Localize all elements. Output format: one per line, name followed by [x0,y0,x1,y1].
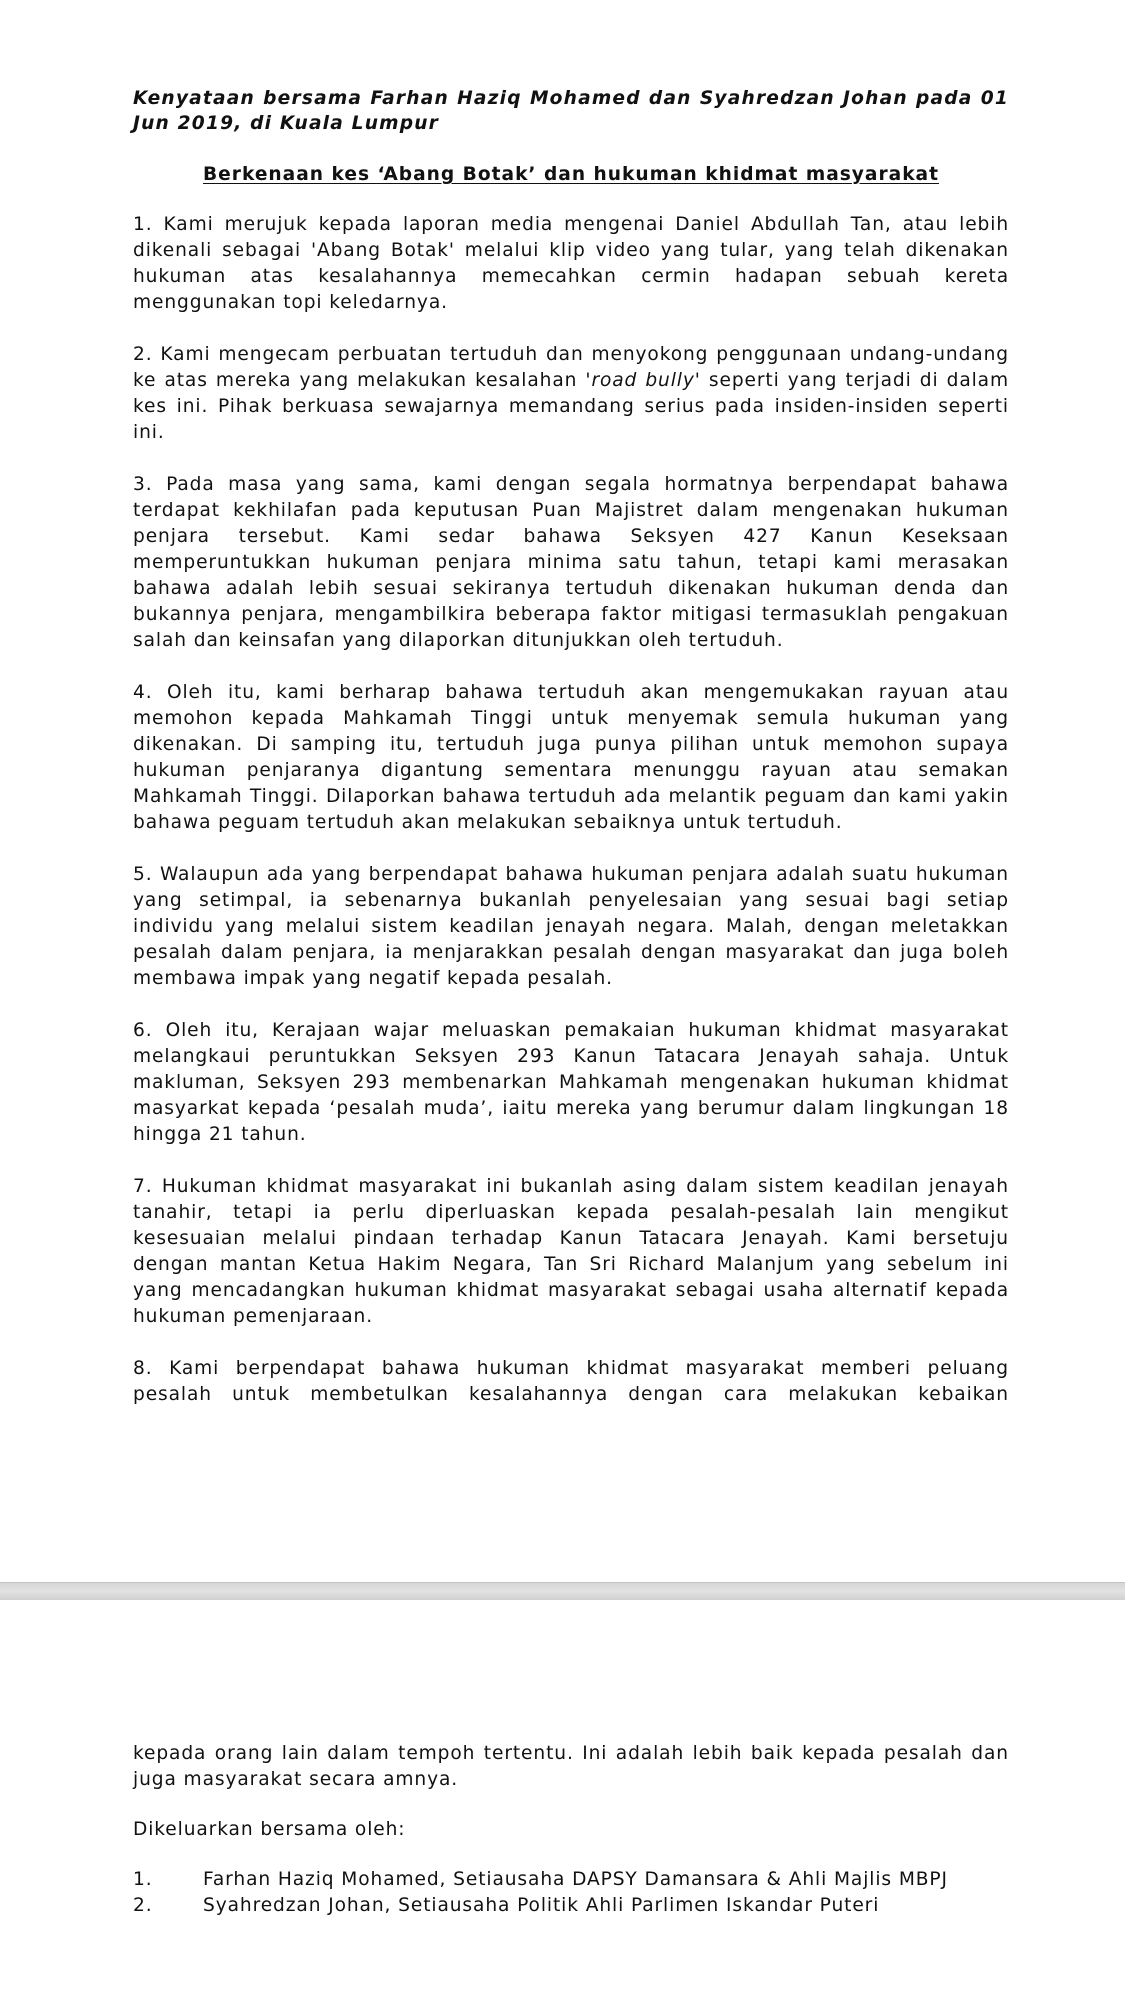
paragraph-6-text: 6. Oleh itu, Kerajaan wajar meluaskan pemakaian hukuman khidmat masyarakat melangkaui peruntukkan Seksyen 293 Kanun Tatacara Jenayah sahaja. Untuk makluman, Seksyen 293 membenarkan Mahkamah mengenakan hukuman khidmat masyarkat kepada ‘pesalah muda’, iaitu mereka yang berumur dalam lingkungan 18 hingga 21 tahun. [133,1020,1009,1145]
paragraph-1-text: 1. Kami merujuk kepada laporan media mengenai Daniel Abdullah Tan, atau lebih dikenali sebagai 'Abang Botak' melalui klip video yang tular, yang telah dikenakan hukuman atas kesalahannya memecahkan cermin hadapan sebuah kereta menggunakan topi keledarnya. [133,214,1009,313]
paragraph-4-text: 4. Oleh itu, kami berharap bahawa tertuduh akan mengemukakan rayuan atau memohon kepada Mahkamah Tinggi untuk menyemak semula hukuman yang dikenakan. Di samping itu, tertuduh juga punya pilihan untuk memohon supaya hukuman penjaranya digantung sementara menunggu rayuan atau semakan Mahkamah Tinggi. Dilaporkan bahawa tertuduh ada melantik peguam dan kami yakin bahawa peguam tertuduh akan melakukan sebaiknya untuk tertuduh. [133,682,1009,833]
paragraph-7 [133,1174,1009,1330]
page-2-content [133,1741,1009,1919]
issued-by-label: Dikeluarkan bersama oleh: [133,1819,406,1840]
signatory-name: Syahredzan Johan, Setiausaha Politik Ahli Parlimen Iskandar Puteri [203,1895,880,1916]
statement-heading: Kenyataan bersama Farhan Haziq Mohamed dan Syahredzan Johan pada 01 Jun 2019, di Kuala Lumpur [133,88,1009,134]
paragraph-8: 8. Kami berpendapat bahawa hukuman khidmat masyarakat memberi peluang pesalah untuk membetulkan kesalahannya dengan cara melakukan kebaikan [133,1358,1009,1405]
paragraph-7-text: 7. Hukuman khidmat masyarakat ini bukanlah asing dalam sistem keadilan jenayah tanahir, tetapi ia perlu diperluaskan kepada pesalah-pesalah lain mengikut kesesuaian melalui pindaan terhadap Kanun Tatacara Jenayah. Kami bersetuju dengan mantan Ketua Hakim Negara, Tan Sri Richard Malanjum yang sebelum ini yang mencadangkan hukuman khidmat masyarakat sebagai usaha alternatif kepada hukuman pemenjaraan. [133,1176,1009,1327]
paragraph-5 [133,862,1009,992]
paragraph-8-continued: kepada orang lain dalam tempoh tertentu. Ini adalah lebih baik kepada pesalah dan juga masyarakat secara amnya. [133,1743,1009,1790]
paragraph-5-text: 5. Walaupun ada yang berpendapat bahawa hukuman penjara adalah suatu hukuman yang setimpal, ia sebenarnya bukanlah penyelesaian yang sesuai bagi setiap individu yang melalui sistem keadilan jenayah negara. Malah, dengan meletakkan pesalah dalam penjara, ia menjarakkan pesalah dengan masyarakat dan juga boleh membawa impak yang negatif kepada pesalah. [133,864,1009,989]
paragraph-2-text-before: 2. Kami mengecam perbuatan tertuduh dan menyokong penggunaan undang-undang ke atas mereka yang melakukan kesalahan ' [133,344,1009,391]
paragraph-2-text-after: ' seperti yang terjadi di dalam kes ini. Pihak berkuasa sewajarnya memandang serius pada insiden-insiden seperti ini. [133,370,1009,443]
subject-line [133,162,1009,188]
signatory-item [133,1867,1009,1893]
paragraph-3-text: 3. Pada masa yang sama, kami dengan segala hormatnya berpendapat bahawa terdapat kekhilafan pada keputusan Puan Majistret dalam mengenakan hukuman penjara tersebut. Kami sedar bahawa Seksyen 427 Kanun Keseksaan memperuntukkan hukuman penjara minima satu tahun, tetapi kami merasakan bahawa adalah lebih sesuai sekiranya tertuduh dikenakan hukuman denda dan bukannya penjara, mengambilkira beberapa faktor mitigasi termasuklah pengakuan salah dan keinsafan yang dilaporkan ditunjukkan oleh tertuduh. [133,474,1009,651]
signatory-name: Farhan Haziq Mohamed, Setiausaha DAPSY Damansara & Ahli Majlis MBPJ [203,1869,948,1890]
signatory-item [133,1893,1009,1919]
document-page-2 [0,1600,1125,2011]
paragraph-2 [133,342,1009,446]
statement-subject: Berkenaan kes ‘Abang Botak’ dan hukuman khidmat masyarakat [203,164,939,185]
paragraph-1 [133,212,1009,316]
paragraph-3 [133,472,1009,654]
signatory-number: 1. [133,1869,153,1890]
paragraph-6 [133,1018,1009,1148]
page-separator [0,1582,1125,1602]
signatory-number: 2. [133,1895,153,1916]
paragraph-2-italic-term: road bully [591,370,695,391]
paragraph-4 [133,680,1009,836]
signatory-list [133,1867,1009,1919]
page-1-content [133,86,1009,1408]
